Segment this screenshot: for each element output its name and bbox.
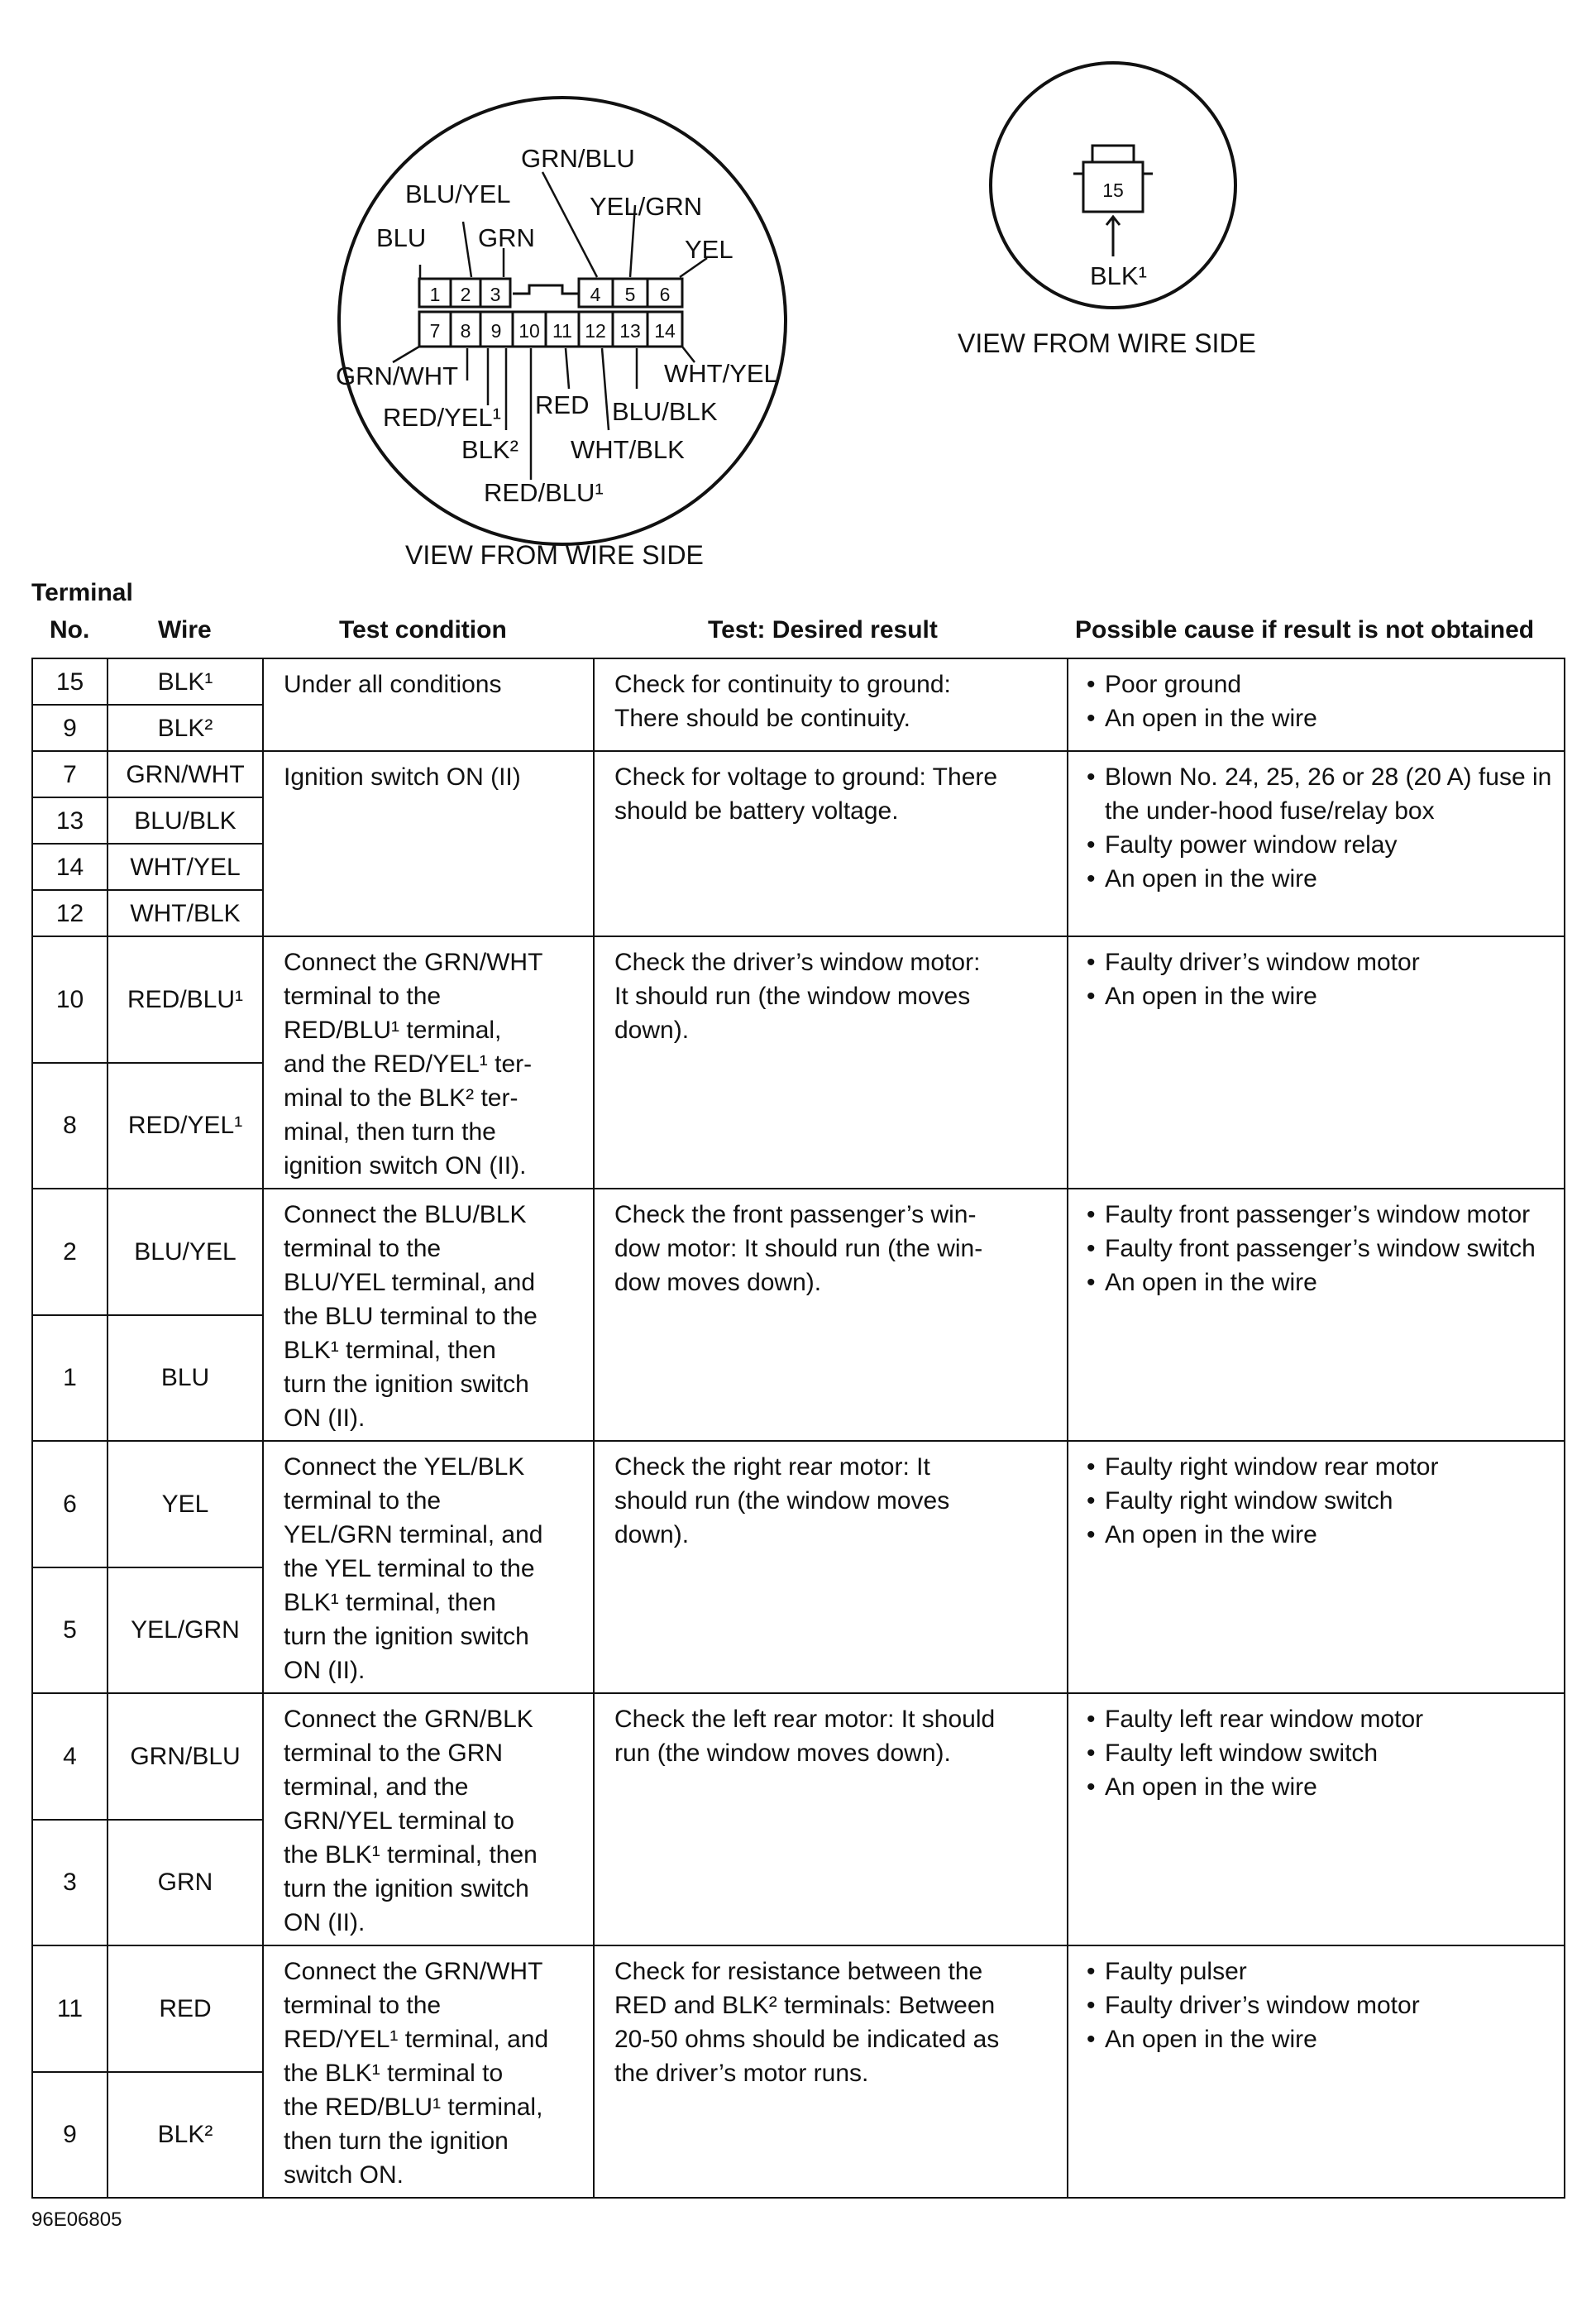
test-condition-line: ON (II). xyxy=(284,1405,366,1432)
terminal-no: 7 xyxy=(32,751,108,797)
test-condition-line: switch ON. xyxy=(284,2161,404,2189)
desired-result-line: There should be continuity. xyxy=(614,705,910,732)
test-condition xyxy=(263,1945,594,2198)
test-condition-line: the BLK¹ terminal to xyxy=(284,2060,504,2087)
desired-result-line: the driver’s motor runs. xyxy=(614,2060,869,2087)
label-blu-blk: BLU/BLK xyxy=(612,397,718,426)
desired-result-line: dow moves down). xyxy=(614,1269,822,1296)
desired-result-line: Check the driver’s window motor: xyxy=(614,949,981,976)
connector-body xyxy=(419,279,682,347)
table-row xyxy=(32,936,1565,1063)
test-condition-line: turn the ignition switch xyxy=(284,1371,529,1398)
pin-3: 3 xyxy=(490,284,501,305)
label-blu-yel: BLU/YEL xyxy=(405,179,511,208)
wire-color: GRN/WHT xyxy=(108,751,263,797)
terminal-no: 14 xyxy=(32,844,108,890)
desired-result-line: It should run (the window moves xyxy=(614,983,971,1010)
desired-result-line: Check for continuity to ground: xyxy=(614,671,951,698)
test-condition xyxy=(263,751,594,936)
cause-item: • An open in the wire xyxy=(1087,862,1555,896)
right-diagram-caption: VIEW FROM WIRE SIDE xyxy=(958,328,1256,358)
pin-10: 10 xyxy=(518,320,540,342)
left-diagram-caption: VIEW FROM WIRE SIDE xyxy=(405,540,704,570)
test-condition-line: turn the ignition switch xyxy=(284,1875,529,1902)
label-wht-blk: WHT/BLK xyxy=(571,435,685,464)
test-condition-line: ON (II). xyxy=(284,1657,366,1684)
test-condition-line: Ignition switch ON (II) xyxy=(284,763,521,791)
test-condition-line: then turn the ignition xyxy=(284,2127,509,2155)
terminal-no: 2 xyxy=(32,1189,108,1315)
header-desired-result: Test: Desired result xyxy=(708,616,938,644)
terminal-no: 11 xyxy=(32,1945,108,2072)
cause-item: • Faulty left rear window motor xyxy=(1087,1702,1555,1736)
test-condition-line: BLU/YEL terminal, and xyxy=(284,1269,536,1296)
test-condition-line: ON (II). xyxy=(284,1909,366,1936)
pin-8: 8 xyxy=(460,320,471,342)
test-condition xyxy=(263,658,594,751)
desired-result xyxy=(594,1693,1068,1945)
header-no: No. xyxy=(50,616,90,644)
test-condition-line: the BLU terminal to the xyxy=(284,1303,538,1330)
cause-item: • Faulty front passenger’s window switch xyxy=(1087,1232,1555,1266)
pin-5: 5 xyxy=(624,284,636,305)
test-condition xyxy=(263,1693,594,1945)
test-condition-line: terminal to the xyxy=(284,1992,442,2019)
pin-12: 12 xyxy=(585,320,606,342)
cause-item: • Faulty power window relay xyxy=(1087,828,1555,862)
terminal-no: 6 xyxy=(32,1441,108,1567)
test-condition-line: BLK¹ terminal, then xyxy=(284,1589,496,1616)
test-condition-line: Connect the BLU/BLK xyxy=(284,1201,527,1228)
label-yel: YEL xyxy=(685,235,733,264)
cause-item: • Faulty left window switch xyxy=(1087,1736,1555,1770)
table-row xyxy=(32,1945,1565,2072)
terminal-no: 12 xyxy=(32,890,108,936)
test-condition-line: the YEL terminal to the xyxy=(284,1555,535,1582)
figure-code: 96E06805 xyxy=(31,2208,122,2231)
label-grn: GRN xyxy=(478,223,535,252)
desired-result-line: Check for resistance between the xyxy=(614,1958,983,1985)
desired-result-line: 20-50 ohms should be indicated as xyxy=(614,2026,1000,2053)
cause-item: • Faulty driver’s window motor xyxy=(1087,945,1555,979)
connector-diagram-14pin xyxy=(0,0,1596,579)
possible-cause xyxy=(1068,751,1565,936)
test-condition-line: RED/YEL¹ terminal, and xyxy=(284,2026,549,2053)
test-condition xyxy=(263,1189,594,1441)
terminal-no: 10 xyxy=(32,936,108,1063)
desired-result-line: down). xyxy=(614,1017,690,1044)
pin-7: 7 xyxy=(429,320,441,342)
desired-result-line: Check the right rear motor: It xyxy=(614,1453,930,1481)
possible-cause xyxy=(1068,1693,1565,1945)
terminal-no: 9 xyxy=(32,705,108,751)
test-condition-line: GRN/YEL terminal to xyxy=(284,1807,514,1835)
pin-14: 14 xyxy=(654,320,676,342)
wire-color: RED/BLU¹ xyxy=(108,936,263,1063)
table-header xyxy=(31,579,1570,653)
cause-item: • An open in the wire xyxy=(1087,1518,1555,1552)
desired-result xyxy=(594,751,1068,936)
wire-color: RED xyxy=(108,1945,263,2072)
cause-item: • An open in the wire xyxy=(1087,2022,1555,2056)
test-condition-line: terminal to the xyxy=(284,1235,442,1262)
terminal-no: 15 xyxy=(32,658,108,705)
test-condition-line: terminal to the xyxy=(284,1487,442,1515)
pin-15: 15 xyxy=(1102,179,1124,201)
test-condition-line: the RED/BLU¹ terminal, xyxy=(284,2094,543,2121)
pin-6: 6 xyxy=(659,284,671,305)
table-row xyxy=(32,1693,1565,1820)
terminal-test-table xyxy=(31,658,1565,2199)
wire-color: BLK¹ xyxy=(108,658,263,705)
test-condition-line: terminal, and the xyxy=(284,1773,469,1801)
test-condition-line: minal, then turn the xyxy=(284,1118,496,1146)
cause-item: • An open in the wire xyxy=(1087,701,1555,735)
label-blk1: BLK¹ xyxy=(1090,261,1147,290)
label-grn-wht: GRN/WHT xyxy=(336,361,459,390)
test-condition-line: Under all conditions xyxy=(284,671,502,698)
test-condition-line: Connect the YEL/BLK xyxy=(284,1453,525,1481)
label-wht-yel: WHT/YEL xyxy=(664,359,778,388)
possible-cause xyxy=(1068,1189,1565,1441)
possible-cause xyxy=(1068,1945,1565,2198)
table-row xyxy=(32,1189,1565,1315)
test-condition xyxy=(263,936,594,1189)
terminal-no: 9 xyxy=(32,2072,108,2199)
desired-result xyxy=(594,936,1068,1189)
test-condition-line: minal to the BLK² ter- xyxy=(284,1084,518,1112)
possible-cause xyxy=(1068,658,1565,751)
test-condition-line: Connect the GRN/WHT xyxy=(284,1958,543,1985)
connector-diagram-1pin xyxy=(991,63,1235,308)
header-possible-cause: Possible cause if result is not obtained xyxy=(1075,616,1535,644)
wire-color: BLU/BLK xyxy=(108,797,263,844)
desired-result xyxy=(594,658,1068,751)
label-blu: BLU xyxy=(376,223,427,252)
pin-11: 11 xyxy=(552,320,572,342)
wire-color: BLK² xyxy=(108,705,263,751)
wire-color: WHT/BLK xyxy=(108,890,263,936)
test-condition-line: and the RED/YEL¹ ter- xyxy=(284,1050,533,1078)
test-condition-line: the BLK¹ terminal, then xyxy=(284,1841,538,1869)
terminal-no: 5 xyxy=(32,1567,108,1694)
pin-2: 2 xyxy=(460,284,471,305)
wire-color: RED/YEL¹ xyxy=(108,1063,263,1189)
desired-result-line: Check the left rear motor: It should xyxy=(614,1706,996,1733)
desired-result xyxy=(594,1441,1068,1693)
desired-result-line: down). xyxy=(614,1521,690,1548)
test-condition-line: terminal to the xyxy=(284,983,442,1010)
test-condition-line: Connect the GRN/WHT xyxy=(284,949,543,976)
pin-4: 4 xyxy=(590,284,601,305)
wire-color: GRN/BLU xyxy=(108,1693,263,1820)
label-red-yel: RED/YEL¹ xyxy=(383,403,501,432)
desired-result-line: Check for voltage to ground: There xyxy=(614,763,998,791)
desired-result-line: run (the window moves down). xyxy=(614,1739,951,1767)
test-condition-line: Connect the GRN/BLK xyxy=(284,1706,533,1733)
terminal-no: 3 xyxy=(32,1820,108,1946)
test-condition-line: turn the ignition switch xyxy=(284,1623,529,1650)
wire-color: YEL/GRN xyxy=(108,1567,263,1694)
desired-result xyxy=(594,1945,1068,2198)
pin-9: 9 xyxy=(490,320,502,342)
terminal-no: 8 xyxy=(32,1063,108,1189)
cause-item: • Blown No. 24, 25, 26 or 28 (20 A) fuse in the under-hood fuse/relay box xyxy=(1087,760,1555,828)
cause-item: • Faulty front passenger’s window motor xyxy=(1087,1198,1555,1232)
test-condition-line: RED/BLU¹ terminal, xyxy=(284,1017,502,1044)
possible-cause xyxy=(1068,1441,1565,1693)
table-row xyxy=(32,751,1565,797)
cause-item: • An open in the wire xyxy=(1087,1266,1555,1299)
cause-item: • Poor ground xyxy=(1087,668,1555,701)
label-grn-blu: GRN/BLU xyxy=(521,144,635,173)
wire-color: WHT/YEL xyxy=(108,844,263,890)
possible-cause xyxy=(1068,936,1565,1189)
wire-color: BLK² xyxy=(108,2072,263,2199)
cause-item: • Faulty driver’s window motor xyxy=(1087,1988,1555,2022)
header-test-condition: Test condition xyxy=(339,616,507,644)
pin-13: 13 xyxy=(619,320,641,342)
desired-result-line: should be battery voltage. xyxy=(614,797,899,825)
header-terminal: Terminal xyxy=(31,579,133,606)
test-condition-line: ignition switch ON (II). xyxy=(284,1152,527,1180)
pin-1: 1 xyxy=(429,284,441,305)
cause-item: • Faulty right window rear motor xyxy=(1087,1450,1555,1484)
wire-color: YEL xyxy=(108,1441,263,1567)
test-condition-line: BLK¹ terminal, then xyxy=(284,1337,496,1364)
terminal-no: 13 xyxy=(32,797,108,844)
table-row xyxy=(32,1441,1565,1567)
wire-color: BLU xyxy=(108,1315,263,1442)
table-row xyxy=(32,658,1565,705)
wire-color: GRN xyxy=(108,1820,263,1946)
test-condition-line: terminal to the GRN xyxy=(284,1739,504,1767)
test-condition-line: YEL/GRN terminal, and xyxy=(284,1521,543,1548)
test-condition xyxy=(263,1441,594,1693)
desired-result-line: should run (the window moves xyxy=(614,1487,950,1515)
terminal-no: 4 xyxy=(32,1693,108,1820)
label-blk2: BLK² xyxy=(461,435,518,464)
desired-result-line: dow motor: It should run (the win- xyxy=(614,1235,983,1262)
header-wire: Wire xyxy=(158,616,212,644)
desired-result xyxy=(594,1189,1068,1441)
cause-item: • Faulty right window switch xyxy=(1087,1484,1555,1518)
terminal-no: 1 xyxy=(32,1315,108,1442)
cause-item: • An open in the wire xyxy=(1087,1770,1555,1804)
label-red-blu: RED/BLU¹ xyxy=(484,478,604,507)
label-yel-grn: YEL/GRN xyxy=(590,192,703,221)
wire-color: BLU/YEL xyxy=(108,1189,263,1315)
desired-result-line: Check the front passenger’s win- xyxy=(614,1201,977,1228)
cause-item: • An open in the wire xyxy=(1087,979,1555,1013)
desired-result-line: RED and BLK² terminals: Between xyxy=(614,1992,996,2019)
label-red: RED xyxy=(535,390,590,419)
cause-item: • Faulty pulser xyxy=(1087,1955,1555,1988)
